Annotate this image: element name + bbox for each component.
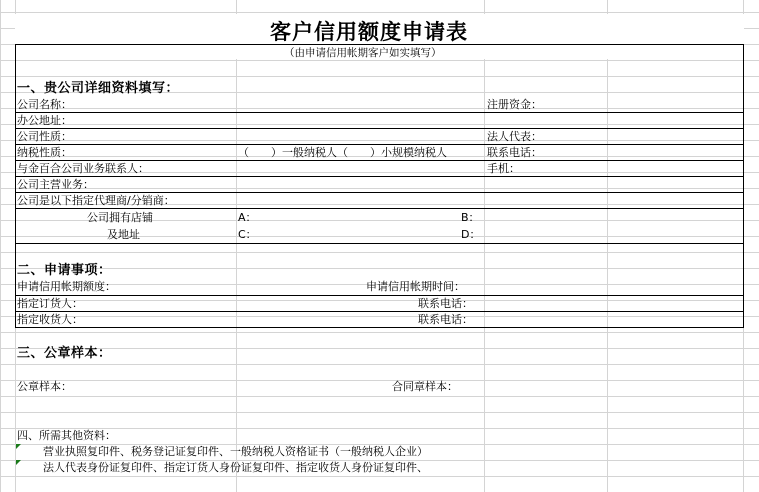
office-address-label: 办公地址： xyxy=(17,114,72,127)
store-b-label: B： xyxy=(461,211,480,224)
form-title: 客户信用额度申请表 xyxy=(270,19,468,44)
table-border xyxy=(15,44,16,328)
credit-amount-label: 申请信用帐期额度： xyxy=(17,280,116,293)
contact-phone-label: 联系电话： xyxy=(487,146,542,159)
required-docs-item2: 法人代表身份证复印件、指定订货人身份证复印件、指定收货人身份证复印件、 xyxy=(43,461,428,474)
cell-comment-mark xyxy=(16,460,21,465)
agent-question-label: 公司是以下指定代理商/分销商： xyxy=(17,194,175,207)
mobile-label: 手机： xyxy=(487,162,520,175)
table-border xyxy=(15,44,744,45)
main-business-label: 公司主营业务： xyxy=(17,178,94,191)
credit-period-label: 申请信用帐期时间： xyxy=(366,280,465,293)
contract-seal-sample-label: 合同章样本： xyxy=(392,380,458,393)
order-person-label: 指定订货人： xyxy=(17,297,83,310)
company-nature-label: 公司性质： xyxy=(17,130,72,143)
grid-column-line xyxy=(484,0,485,492)
cell-comment-mark xyxy=(16,444,21,449)
seal-sample-label: 公章样本： xyxy=(17,380,72,393)
table-border xyxy=(15,112,744,113)
stores-label-line2: 及地址 xyxy=(107,228,140,241)
section4-heading: 四、所需其他资料： xyxy=(17,429,116,442)
store-a-label: A： xyxy=(238,211,257,224)
legal-rep-label: 法人代表： xyxy=(487,130,542,143)
grid-column-line xyxy=(236,0,237,492)
section1-heading: 一、贵公司详细资料填写： xyxy=(17,81,180,96)
table-border xyxy=(15,311,744,312)
table-border xyxy=(15,208,744,209)
receiver-label: 指定收货人： xyxy=(17,313,83,326)
table-border xyxy=(15,176,744,177)
section2-heading: 二、申请事项： xyxy=(17,263,112,278)
table-border xyxy=(15,327,744,328)
section3-heading: 三、公章样本： xyxy=(17,346,112,361)
taxpayer-options: （ ）一般纳税人（ ）小规模纳税人 xyxy=(238,146,447,159)
registered-capital-label: 注册资金： xyxy=(487,98,542,111)
company-name-label: 公司名称： xyxy=(17,98,72,111)
table-border xyxy=(15,128,744,129)
store-c-label: C： xyxy=(238,228,257,241)
table-border xyxy=(15,192,744,193)
stores-label-line1: 公司拥有店铺 xyxy=(87,211,153,224)
table-border xyxy=(15,295,744,296)
required-docs-item1: 营业执照复印件、税务登记证复印件、一般纳税人资格证书（一般纳税人企业） xyxy=(43,445,428,458)
store-d-label: D： xyxy=(461,228,481,241)
order-phone-label: 联系电话： xyxy=(418,297,473,310)
table-border xyxy=(15,243,744,244)
receiver-phone-label: 联系电话： xyxy=(418,313,473,326)
table-border xyxy=(15,160,744,161)
grid-column-line xyxy=(607,0,608,492)
table-border xyxy=(15,144,744,145)
taxpayer-nature-label: 纳税性质： xyxy=(17,146,72,159)
form-subtitle: （由申请信用帐期客户如实填写） xyxy=(284,47,442,59)
business-contact-label: 与金百合公司业务联系人： xyxy=(17,162,149,175)
table-border xyxy=(743,44,744,328)
